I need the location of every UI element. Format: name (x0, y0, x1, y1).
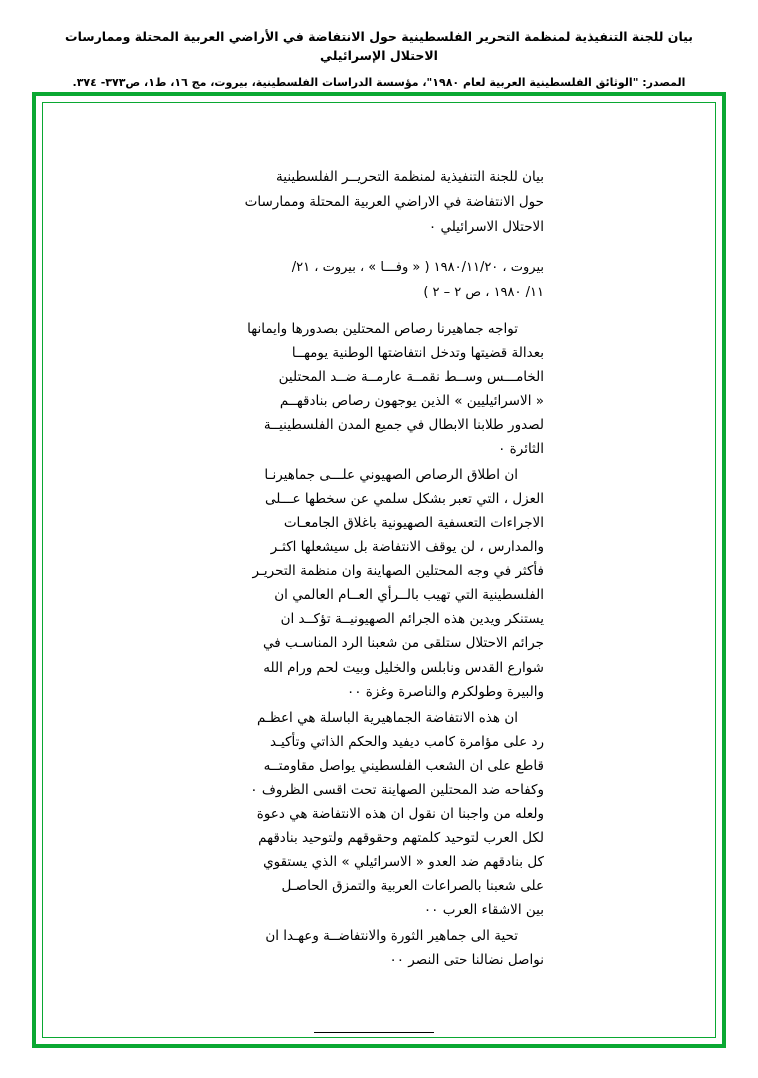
section-divider (314, 1032, 434, 1033)
paragraph-line: قاطع على ان الشعب الفلسطيني يواصل مقاومتــه (263, 757, 544, 774)
paragraph-4 (192, 924, 544, 972)
dateline-line: بيروت ، ١٩٨٠/١١/٢٠ ( « وفـــا » ، بيروت ، ٢١/ (291, 259, 544, 275)
document-title-line: بيان للجنة التنفيذية لمنظمة التحريــر الفلسطينية (276, 169, 544, 185)
paragraph-line: ان هذه الانتفاضة الجماهيرية الباسلة هي اعظـم (256, 709, 518, 726)
paragraph-line: « الاسرائيليين » الذين يوجهون رصاص بنادقهــم (279, 393, 544, 410)
document-column (192, 165, 544, 1033)
paragraph-line: فأكثر في وجه المحتلين الصهاينة وان منظمة التحريـر (252, 563, 544, 580)
paragraph-line: تحية الى جماهير الثورة والانتفاضــة وعهـدا ان (265, 927, 518, 944)
paragraph-line: الاجراءات التعسفية الصهيونية باغلاق الجامعـات (283, 515, 544, 532)
paragraph-line: تواجه جماهيرنا رصاص المحتلين بصدورها وايمانها (247, 321, 518, 338)
paragraph-2 (192, 463, 544, 703)
document-title-line: الاحتلال الاسرائيلي ٠ (428, 218, 544, 235)
paragraph-line: ولعله من واجبنا ان نقول ان هذه الانتفاضة هي دعوة (256, 805, 544, 822)
paragraph-3 (192, 706, 544, 922)
paragraph-line: شوارع القدس ونابلس والخليل وبيت لحم ورام الله (263, 659, 544, 676)
paragraph-line: يستنكر ويدين هذه الجرائم الصهيونيــة تؤكــد ان (280, 611, 544, 628)
paragraph-line: وكفاحه ضد المحتلين الصهاينة تحت اقسى الظروف ٠ (250, 781, 544, 798)
header-source: المصدر: "الوثائق الفلسطينية العربية لعام ١٩٨٠"، مؤسسة الدراسات الفلسطينية، بيروت، مج ١٦، ط١، ص٣٧٣- ٣٧٤. (72, 75, 686, 89)
paragraph-line: ان اطلاق الرصاص الصهيوني علـــى جماهيرنـا (264, 467, 518, 484)
document-title (192, 165, 544, 240)
page-header (0, 28, 758, 91)
paragraph-line: لكل العرب لتوحيد كلمتهم وحقوقهم ولتوحيد بنادقهم (258, 829, 544, 846)
paragraph-line: والمدارس ، لن يوقف الانتفاضة بل سيشعلها اكثـر (270, 539, 544, 556)
paragraph-line: العزل ، التي تعبر بشكل سلمي عن سخطها عـــلى (264, 491, 544, 508)
paragraph-line: نواصل نضالنا حتى النصر ٠٠ (389, 951, 544, 968)
paragraph-line: الثائرة ٠ (498, 441, 544, 458)
paragraph-line: جرائم الاحتلال ستلقى من شعبنا الرد المناسـب في (263, 635, 544, 652)
paragraph-1 (192, 317, 544, 461)
paragraph-line: على شعبنا بالصراعات العربية والتمزق الحاصـل (281, 877, 544, 894)
dateline-line: ١١/ ١٩٨٠ ، ص ٢ – ٢ ) (423, 284, 544, 300)
paragraph-line: بين الاشقاء العرب ٠٠ (423, 901, 544, 918)
document-body (0, 165, 758, 1033)
header-title: بيان للجنة التنفيذية لمنظمة التحرير الفلسطينية حول الانتفاضة في الأراضي العربية المحتلة وممارسات الاحتلال الإسرائيلي (65, 29, 693, 63)
paragraph-line: كل بنادقهم ضد العدو « الاسرائيلي » الذي يستقوي (263, 853, 544, 870)
paragraph-line: والبيرة وطولكرم والناصرة وغزة ٠٠ (346, 683, 544, 700)
document-title-line: حول الانتفاضة في الاراضي العربية المحتلة وممارسات (244, 193, 544, 210)
paragraph-line: الخامـــس وســط نقمــة عارمــة ضــد المحتلين (278, 369, 544, 386)
paragraph-line: رد على مؤامرة كامب ديفيد والحكم الذاتي وتأكيـد (269, 733, 544, 750)
dateline (192, 256, 544, 305)
paragraph-line: لصدور طلابنا الابطال في جميع المدن الفلسطينيــة (263, 417, 544, 434)
paragraph-line: الفلسطينية التي تهيب بالــرأي العــام العالمي ان (274, 587, 544, 604)
paragraph-line: بعدالة قضيتها وتدخل انتفاضتها الوطنية يومهــا (291, 345, 544, 362)
